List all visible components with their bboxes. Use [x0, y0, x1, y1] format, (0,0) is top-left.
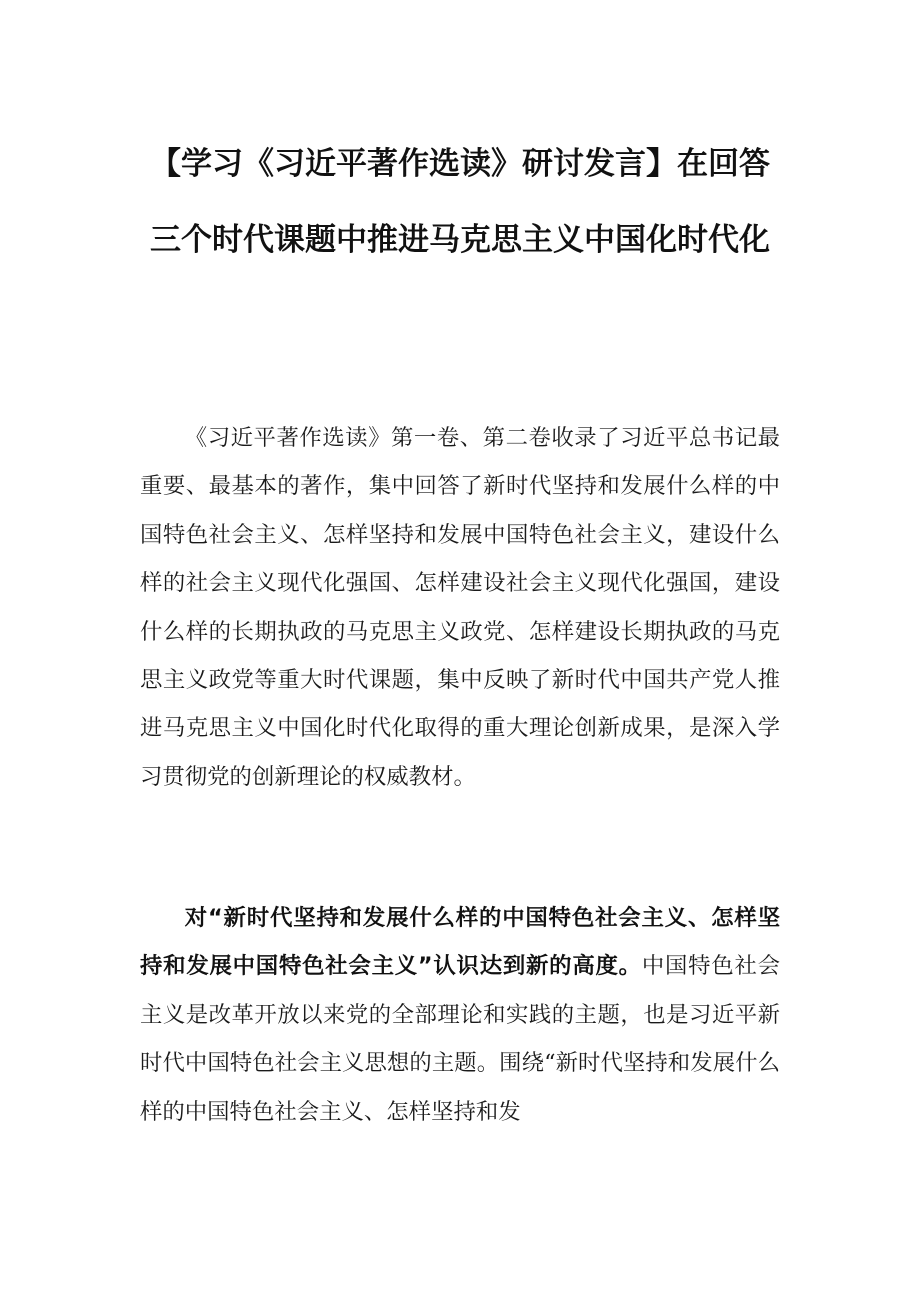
- document-title: 【学习《习近平著作选读》研讨发言】在回答三个时代课题中推进马克思主义中国化时代化: [150, 146, 770, 258]
- paragraph-lead-heading: 对“新时代坚持和发展什么样的中国特色社会主义、怎样坚持和发展中国特色社会主义”认识达到新的高度。: [140, 905, 780, 980]
- paragraph-body-text: 中国特色社会主义是改革开放以来党的全部理论和实践的主题，也是习近平新时代中国特色社会主义思想的主题。围绕“新时代坚持和发展什么样的中国特色社会主义、怎样坚持和发: [140, 953, 781, 1125]
- paragraph-intro: 《习近平著作选读》第一卷、第二卷收录了习近平总书记最重要、最基本的著作，集中回答了新时代坚持和发展什么样的中国特色社会主义、怎样坚持和发展中国特色社会主义，建设什么样的社会主义现代化强国、怎样建设社会主义现代化强国，建设什么样的长期执政的马克思主义政党、怎样建设长期执政的马克思主义政党等重大时代课题，集中反映了新时代中国共产党人推进马克思主义中国化时代化取得的重大理论创新成果，是深入学习贯彻党的创新理论的权威教材。: [140, 425, 780, 790]
- paragraph-section-one: [140, 894, 780, 1136]
